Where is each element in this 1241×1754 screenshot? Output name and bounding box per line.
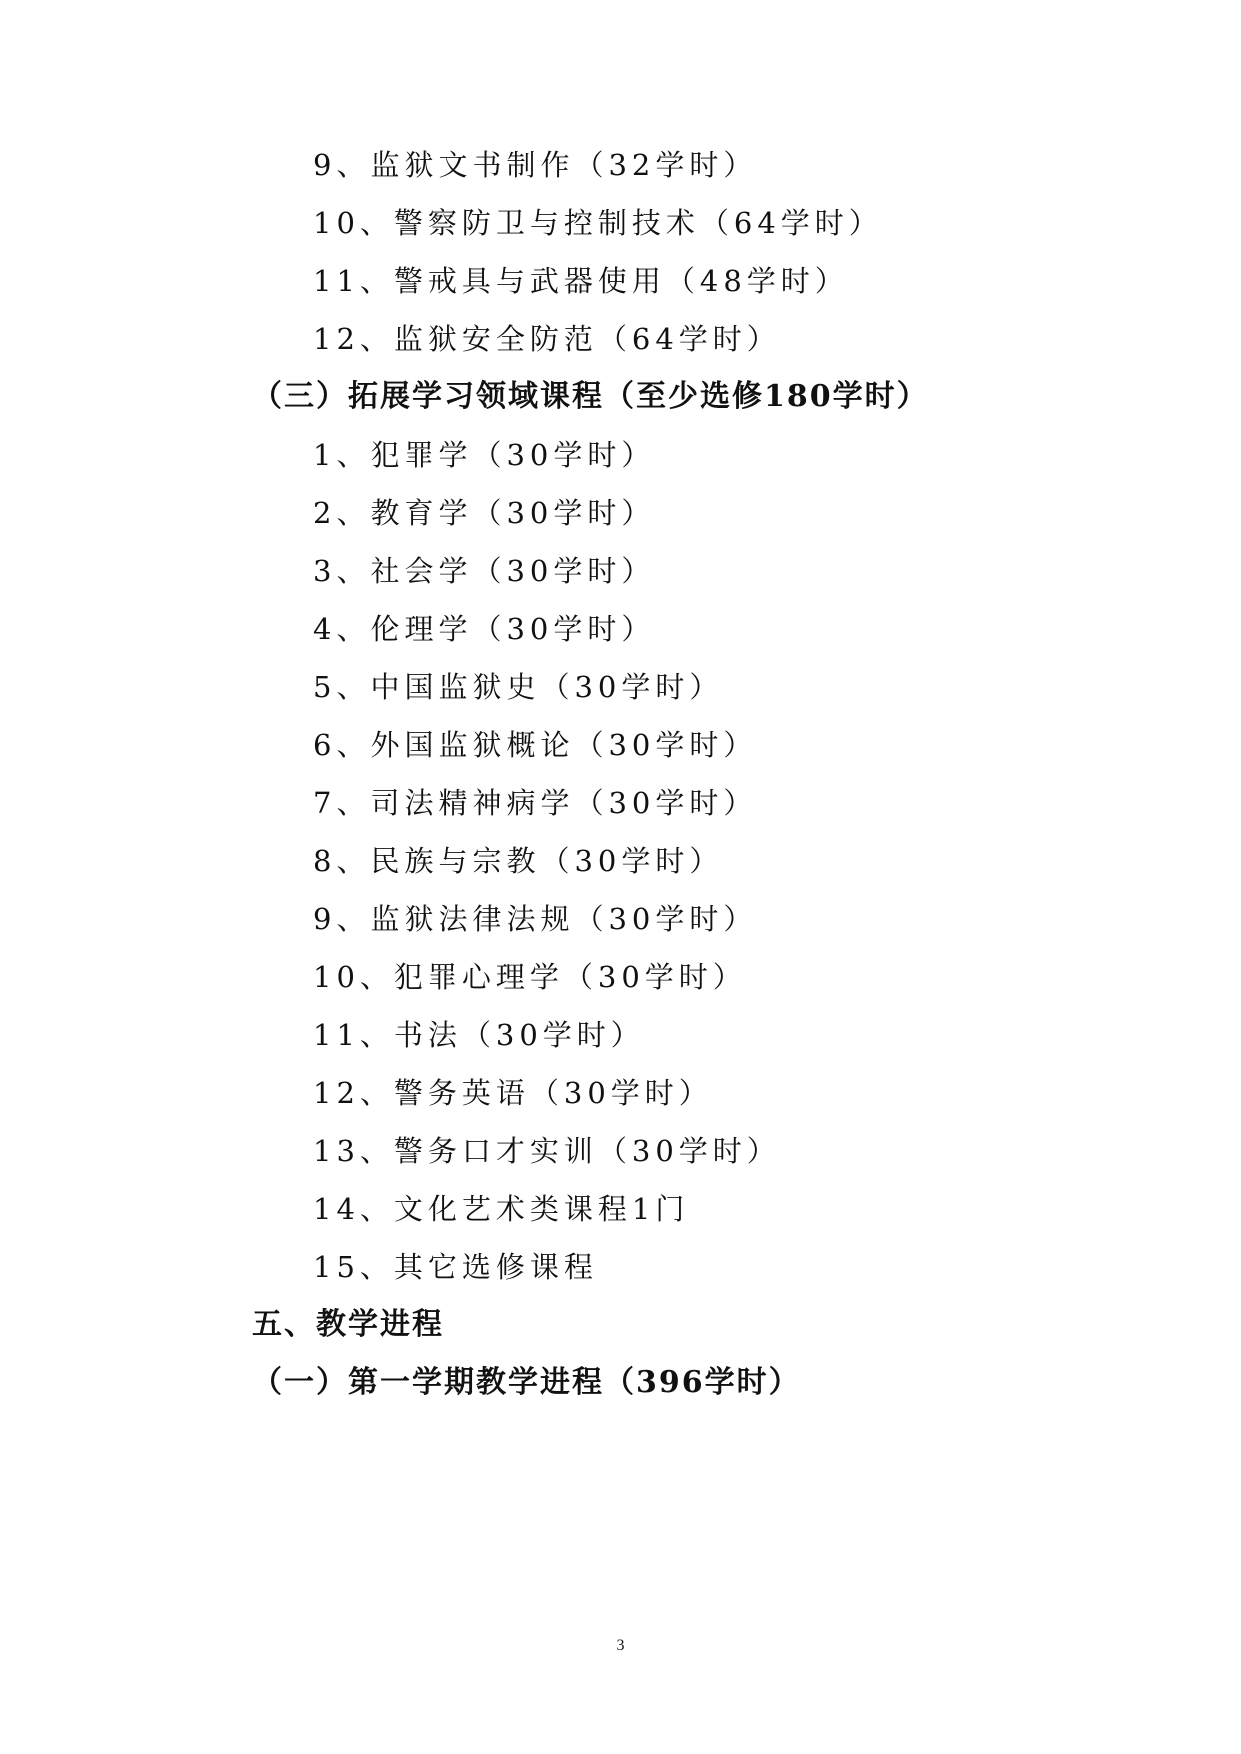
course-item: 12、警务英语（30学时） [313, 1076, 713, 1110]
course-item: 10、警察防卫与控制技术（64学时） [313, 206, 883, 240]
page-number: 3 [616, 1637, 625, 1654]
course-item: 9、监狱文书制作（32学时） [313, 148, 758, 182]
course-item: 7、司法精神病学（30学时） [313, 786, 758, 820]
chapter-heading: 五、教学进程 [252, 1307, 444, 1342]
section-heading: （三）拓展学习领域课程（至少选修180学时） [252, 379, 929, 414]
course-item: 3、社会学（30学时） [313, 554, 656, 588]
course-item: 5、中国监狱史（30学时） [313, 670, 724, 704]
course-item: 11、书法（30学时） [313, 1018, 645, 1052]
course-item: 15、其它选修课程 [313, 1250, 598, 1284]
course-item: 9、监狱法律法规（30学时） [313, 902, 758, 936]
course-item: 1、犯罪学（30学时） [313, 438, 656, 472]
section-heading: （一）第一学期教学进程（396学时） [252, 1365, 801, 1400]
course-item: 2、教育学（30学时） [313, 496, 656, 530]
course-item: 13、警务口才实训（30学时） [313, 1134, 781, 1168]
course-item: 8、民族与宗教（30学时） [313, 844, 724, 878]
course-item: 14、文化艺术类课程1门 [313, 1192, 690, 1226]
course-item: 10、犯罪心理学（30学时） [313, 960, 747, 994]
course-item: 12、监狱安全防范（64学时） [313, 322, 781, 356]
course-item: 6、外国监狱概论（30学时） [313, 728, 758, 762]
course-item: 4、伦理学（30学时） [313, 612, 656, 646]
course-item: 11、警戒具与武器使用（48学时） [313, 264, 849, 298]
